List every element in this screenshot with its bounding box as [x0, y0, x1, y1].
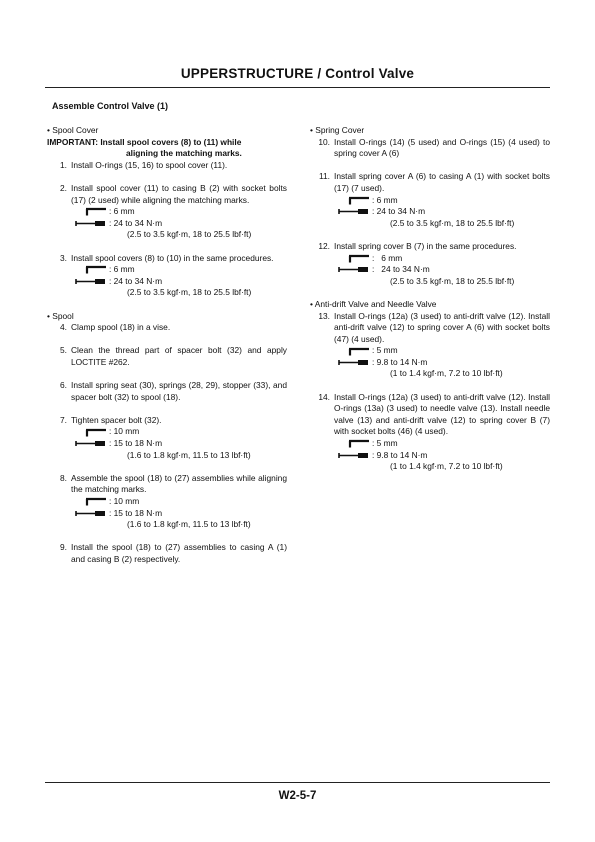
torque-alt-units: (2.5 to 3.5 kgf·m, 18 to 25.5 lbf·ft) [127, 229, 252, 240]
torque-alt-units: (1.6 to 1.8 kgf·m, 11.5 to 13 lbf·ft) [127, 449, 251, 460]
torque-spec [47, 218, 287, 230]
wrench-spec [47, 496, 287, 508]
right-column [310, 125, 550, 473]
step-text: Clamp spool (18) in a vise. [71, 322, 171, 333]
torque-value: : 15 to 18 N·m [109, 507, 163, 518]
step-6 [47, 380, 287, 403]
step-number: 13. [318, 310, 330, 321]
spool-cover-bullet: • Spool Cover [47, 125, 99, 135]
step-10 [310, 137, 550, 160]
torque-wrench-icon [71, 277, 109, 286]
step-text: Assemble the spool (18) to (27) assemblies while aligning the matching marks. [71, 472, 287, 495]
step-text: Tighten spacer bolt (32). [71, 414, 162, 425]
wrench-spec [310, 438, 550, 450]
step-number: 2. [60, 182, 67, 193]
torque-wrench-icon [334, 207, 372, 216]
step-number: 12. [318, 240, 330, 251]
step-text: Install O-rings (12a) (3 used) to anti-drift valve (12). Install anti-drift valve (12) to spring cover A (6) with socket bolts (47) (4 used). [334, 310, 550, 344]
wrench-size: : 5 mm [372, 345, 398, 356]
torque-alt-units: (2.5 to 3.5 kgf·m, 18 to 25.5 lbf·ft) [390, 217, 515, 228]
wrench-size: : 6 mm [109, 264, 135, 275]
spool-bullet: • Spool [47, 310, 74, 321]
torque-alt-units: (2.5 to 3.5 kgf·m, 18 to 25.5 lbf·ft) [390, 275, 515, 286]
important-note [47, 137, 287, 149]
step-14 [310, 392, 550, 438]
header-rule [45, 87, 550, 88]
footer-rule [45, 782, 550, 783]
step-12 [310, 241, 550, 253]
step-9 [47, 542, 287, 565]
torque-alt-units: (1 to 1.4 kgf·m, 7.2 to 10 lbf·ft) [390, 368, 503, 379]
step-text: Install O-rings (14) (5 used) and O-rings (15) (4 used) to spring cover A (6) [334, 136, 550, 159]
torque-value: : 24 to 34 N·m [109, 217, 163, 228]
torque-value: : 24 to 34 N·m [372, 206, 426, 217]
page-number: W2-5-7 [278, 790, 317, 802]
step-2 [47, 183, 287, 206]
torque-alt-units: (1 to 1.4 kgf·m, 7.2 to 10 lbf·ft) [390, 461, 503, 472]
torque-value: : 9.8 to 14 N·m [372, 356, 428, 367]
step-text: Install the spool (18) to (27) assemblies to casing A (1) and casing B (2) respectively. [71, 542, 287, 564]
step-text: Install spring cover A (6) to casing A (1) with socket bolts (17) (7 used). [334, 171, 550, 193]
wrench-size: : 10 mm [109, 426, 140, 437]
wrench-spec [310, 253, 550, 265]
important-label: IMPORTANT: [47, 136, 99, 147]
wrench-spec [310, 195, 550, 207]
step-text: Install O-rings (15, 16) to spool cover (11). [71, 159, 228, 170]
torque-value: : 24 to 34 N·m [109, 275, 163, 286]
spring-cover-bullet: • Spring Cover [310, 125, 365, 135]
step-3 [47, 253, 287, 265]
torque-alt-units: (2.5 to 3.5 kgf·m, 18 to 25.5 lbf·ft) [127, 287, 252, 298]
torque-value: : 24 to 34 N·m [372, 264, 430, 275]
torque-spec [47, 438, 287, 450]
step-11 [310, 171, 550, 194]
torque-spec [47, 276, 287, 288]
section-title: Assemble Control Valve (1) [52, 101, 169, 111]
hex-wrench-icon [71, 207, 109, 216]
step-number: 6. [60, 380, 67, 391]
step-8 [47, 473, 287, 496]
step-text: Install spring seat (30), springs (28, 29), stopper (33), and spacer bolt (32) to spool (18). [71, 380, 287, 402]
step-number: 7. [60, 414, 67, 425]
step-number: 5. [60, 345, 67, 356]
hex-wrench-icon [71, 497, 109, 506]
torque-wrench-icon [334, 358, 372, 367]
wrench-spec [310, 345, 550, 357]
step-text: Install spring cover B (7) in the same procedures. [334, 240, 517, 251]
step-5 [47, 345, 287, 368]
torque-spec [310, 206, 550, 218]
wrench-size: : 6 mm [109, 206, 135, 217]
torque-wrench-icon [334, 265, 372, 274]
hex-wrench-icon [334, 439, 372, 448]
step-text: Clean the thread part of spacer bolt (32) and apply LOCTITE #262. [71, 345, 287, 367]
step-number: 4. [60, 322, 67, 333]
step-number: 11. [318, 171, 330, 182]
torque-spec [47, 508, 287, 520]
hex-wrench-icon [71, 428, 109, 437]
step-number: 8. [60, 472, 67, 483]
hex-wrench-icon [334, 196, 372, 205]
torque-wrench-icon [334, 451, 372, 460]
torque-value: : 9.8 to 14 N·m [372, 449, 428, 460]
page-title: UPPERSTRUCTURE / Control Valve [180, 66, 415, 81]
step-number: 3. [60, 252, 67, 263]
torque-alt-units: (1.6 to 1.8 kgf·m, 11.5 to 13 lbf·ft) [127, 519, 251, 530]
wrench-spec [47, 426, 287, 438]
wrench-size: : 10 mm [109, 496, 140, 506]
torque-wrench-icon [71, 439, 109, 448]
wrench-spec [47, 206, 287, 218]
wrench-size: : 6 mm [372, 252, 403, 263]
step-1 [47, 160, 287, 172]
step-number: 9. [60, 542, 67, 553]
torque-spec [310, 450, 550, 462]
step-number: 10. [318, 136, 330, 147]
step-13 [310, 311, 550, 346]
step-number: 1. [60, 159, 67, 170]
wrench-size: : 5 mm [372, 438, 398, 449]
step-4 [47, 322, 287, 334]
important-text-cont: aligning the matching marks. [126, 148, 242, 159]
hex-wrench-icon [71, 265, 109, 274]
torque-value: : 15 to 18 N·m [109, 438, 163, 449]
torque-wrench-icon [71, 219, 109, 228]
hex-wrench-icon [334, 254, 372, 263]
step-number: 14. [318, 391, 330, 402]
hex-wrench-icon [334, 347, 372, 356]
antidrift-bullet: • Anti-drift Valve and Needle Valve [310, 298, 437, 309]
important-text: Install spool covers (8) to (11) while [100, 136, 242, 147]
wrench-size: : 6 mm [372, 194, 398, 205]
step-text: Install spool covers (8) to (10) in the same procedures. [71, 252, 274, 263]
step-text: Install O-rings (12a) (3 used) to anti-drift valve (12). Install O-rings (13a) (3 used) to needle valve (13). Install needle valve (13) and anti-drift valve (12) to spring cover B (7) with socket bolts (46) (4 used). [334, 391, 550, 437]
wrench-spec [47, 264, 287, 276]
left-column [47, 125, 287, 566]
step-text: Install spool cover (11) to casing B (2) with socket bolts (17) (2 used) while aligning the matching marks. [71, 182, 287, 205]
torque-spec [310, 264, 550, 276]
step-7 [47, 415, 287, 427]
torque-wrench-icon [71, 509, 109, 518]
torque-spec [310, 357, 550, 369]
